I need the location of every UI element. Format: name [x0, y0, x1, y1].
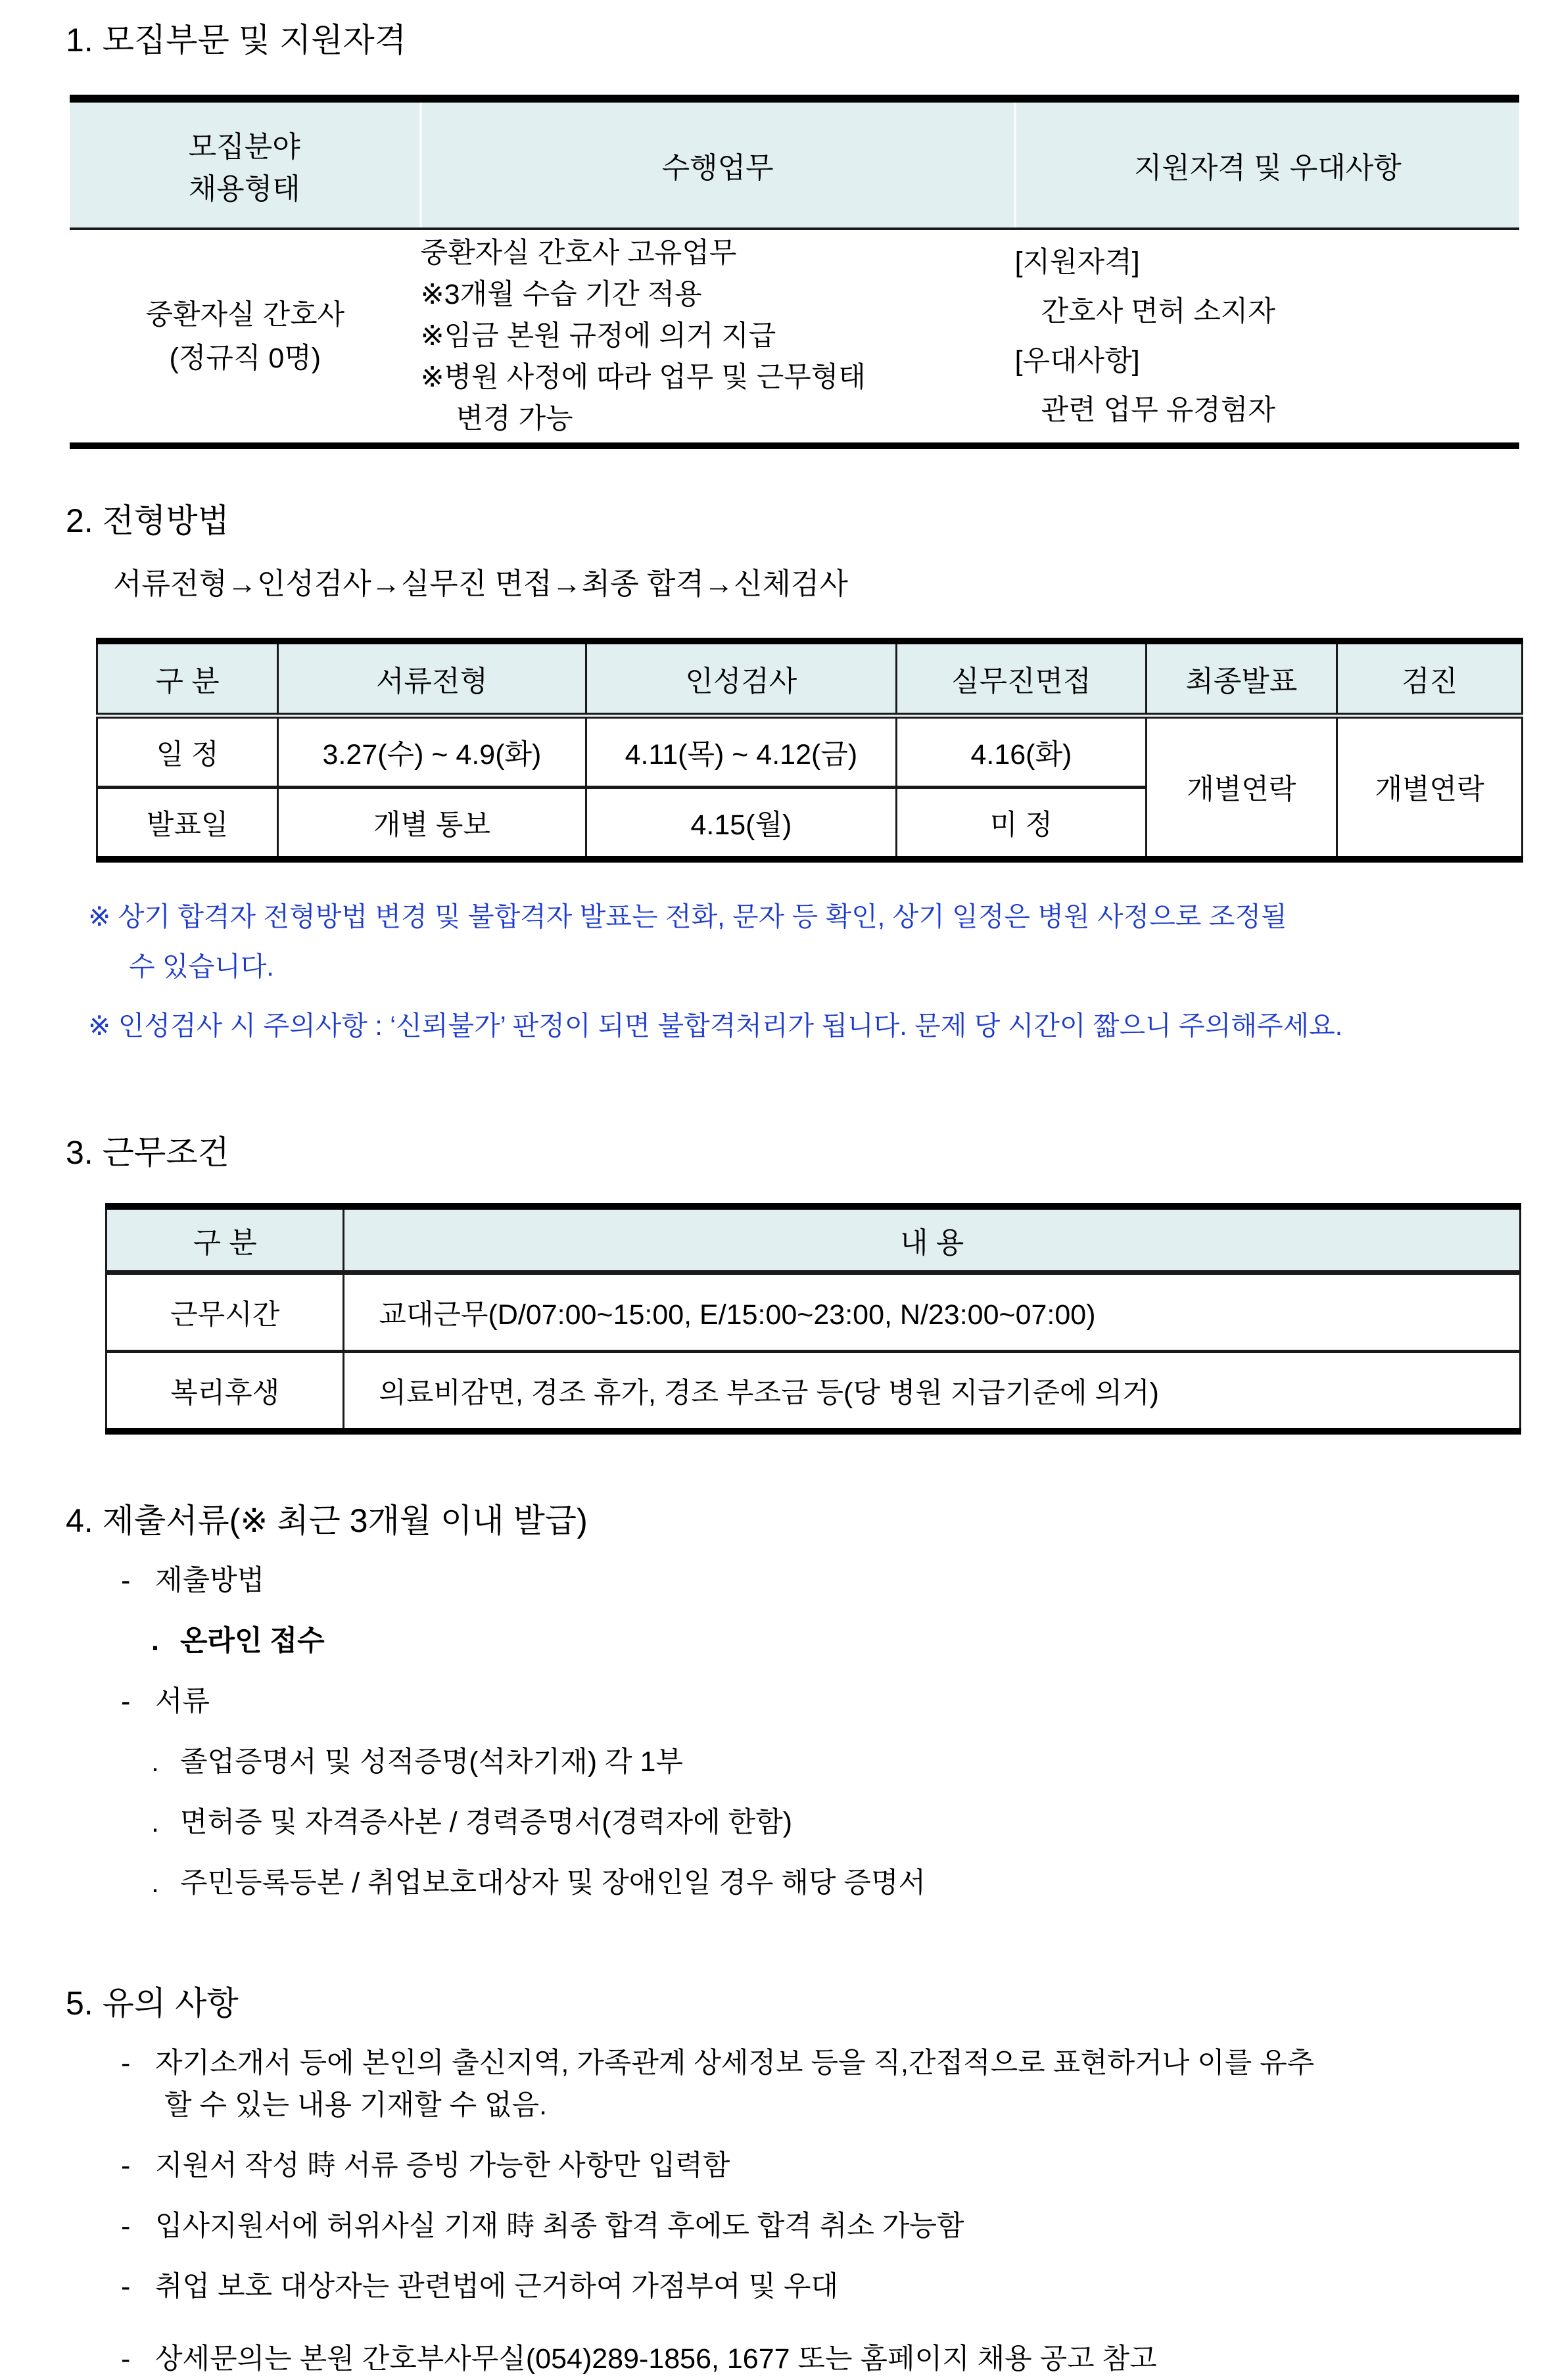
dash-marker: - [121, 2210, 131, 2242]
working-conditions-table [105, 1203, 1521, 1435]
header-field-line1: 모집분야 [188, 131, 300, 163]
announce-interview: 미 정 [897, 788, 1146, 860]
qualification-line: 간호사 면허 소지자 [1041, 295, 1275, 327]
caution-item-line2: 할 수 있는 내용 기재할 수 없음. [164, 2089, 548, 2121]
schedule-header-personality: 인성검사 [586, 641, 897, 716]
docs-label: 서류 [155, 1686, 210, 1717]
section1-title: 1. 모집부문 및 지원자격 [66, 22, 407, 59]
conditions-header-content: 내 용 [344, 1206, 1521, 1273]
position-type: (정규직 0명) [169, 342, 321, 374]
selection-flow: 서류전형→인성검사→실무진 면접→최종 합격→신체검사 [113, 567, 848, 600]
qualification-line: [지원자격] [1014, 246, 1140, 278]
schedule-header-document: 서류전형 [278, 641, 586, 716]
dot-marker: . [151, 1625, 159, 1657]
announce-row-label: 발표일 [97, 788, 278, 860]
conditions-row-label: 근무시간 [106, 1273, 344, 1352]
section3-title: 3. 근무조건 [66, 1134, 229, 1171]
doc-item: 면허증 및 자격증사본 / 경력증명서(경력자에 한함) [180, 1807, 793, 1838]
schedule-document-dates: 3.27(수) ~ 4.9(화) [278, 716, 586, 788]
list-item [121, 2266, 1562, 2308]
caution-item: 지원서 작성 時 서류 증빙 가능한 사항만 입력함 [155, 2150, 730, 2181]
qualification-line: [우대사항] [1014, 345, 1140, 377]
caution-item-line1: 자기소개서 등에 본인의 출신지역, 가족관계 상세정보 등을 직,간접적으로 표현하거나 이를 유추 [155, 2047, 1315, 2079]
recruitment-table-body-row [70, 229, 1519, 446]
dot-marker: . [151, 1867, 159, 1899]
list-item [121, 1559, 1562, 1602]
list-item [151, 1801, 1562, 1844]
dash-marker: - [121, 1686, 131, 1717]
header-cell-qualification: 지원자격 및 우대사항 [1015, 99, 1519, 229]
schedule-header-checkup: 검진 [1337, 641, 1523, 716]
header-field-line2: 채용형태 [188, 173, 300, 205]
schedule-header-interview: 실무진면접 [897, 641, 1146, 716]
duty-line: ※임금 본원 규정에 의거 지급 [420, 320, 776, 352]
list-item [151, 1862, 1562, 1904]
conditions-row [106, 1352, 1521, 1432]
section4-title: 4. 제출서류(※ 최근 3개월 이내 발급) [66, 1502, 588, 1539]
list-item [151, 1620, 1562, 1662]
schedule-table [96, 638, 1523, 863]
section2-title: 2. 전형방법 [66, 502, 229, 539]
schedule-row [97, 716, 1523, 788]
position-name: 중환자실 간호사 [145, 298, 345, 331]
qualification-line: 관련 업무 유경험자 [1041, 394, 1275, 426]
schedule-personality-dates: 4.11(목) ~ 4.12(금) [586, 716, 897, 788]
announce-personality: 4.15(월) [586, 788, 897, 860]
doc-item: 졸업증명서 및 성적증명(석차기재) 각 1부 [180, 1746, 683, 1778]
duty-line: ※3개월 수습 기간 적용 [420, 279, 702, 310]
checkup-contact-cell: 개별연락 [1337, 716, 1523, 860]
list-item [121, 2205, 1562, 2247]
duty-line: ※병원 사정에 따라 업무 및 근무형태 [420, 362, 866, 393]
conditions-row [106, 1273, 1521, 1352]
list-item [121, 2042, 1562, 2126]
position-cell [70, 229, 421, 446]
dash-marker: - [121, 1565, 131, 1596]
dash-marker: - [121, 2271, 131, 2302]
schedule-header-category: 구 분 [97, 641, 278, 716]
conditions-header-row [106, 1206, 1521, 1273]
notice-notes [88, 892, 1516, 1051]
submission-list [121, 1559, 1562, 1904]
section5-title: 5. 유의 사항 [66, 1985, 239, 2022]
dot-marker: . [151, 1807, 159, 1838]
list-item [151, 1741, 1562, 1783]
caution-list [121, 2042, 1562, 2380]
note1-line1: ※ 상기 합격자 전형방법 변경 및 불합격자 발표는 전화, 문자 등 확인, 상기 일정은 병원 사정으로 조정될 [88, 901, 1287, 932]
note2: ※ 인성검사 시 주의사항 : ‘신뢰불가’ 판정이 되면 불합격처리가 됩니다. 문제 당 시간이 짧으니 주의해주세요. [88, 1011, 1343, 1041]
list-item [121, 2338, 1562, 2380]
conditions-row-value: 교대근무(D/07:00~15:00, E/15:00~23:00, N/23:00~07:00) [344, 1273, 1521, 1352]
conditions-header-category: 구 분 [106, 1206, 344, 1273]
schedule-interview-date: 4.16(화) [897, 716, 1146, 788]
conditions-row-label: 복리후생 [106, 1352, 344, 1432]
recruitment-table [70, 95, 1519, 449]
qualification-cell [1015, 229, 1519, 446]
schedule-header-final: 최종발표 [1146, 641, 1337, 716]
method-value: 온라인 접수 [180, 1625, 325, 1657]
list-item [121, 2145, 1562, 2187]
dot-marker: . [151, 1746, 159, 1778]
dash-marker: - [121, 2150, 131, 2181]
conditions-row-value: 의료비감면, 경조 휴가, 경조 부조금 등(당 병원 지급기준에 의거) [344, 1352, 1521, 1432]
duty-line: 중환자실 간호사 고유업무 [420, 237, 737, 269]
list-item [121, 1680, 1562, 1723]
caution-item: 상세문의는 본원 간호부사무실(054)289-1856, 1677 또는 홈페이지 채용 공고 참고 [155, 2343, 1157, 2375]
schedule-row-label: 일 정 [97, 716, 278, 788]
recruitment-table-header-row [70, 99, 1519, 229]
final-contact-cell: 개별연락 [1146, 716, 1337, 860]
caution-item [155, 2042, 1562, 2126]
duties-cell [421, 229, 1015, 446]
method-label: 제출방법 [155, 1565, 265, 1596]
announce-document: 개별 통보 [278, 788, 586, 860]
schedule-table-header-row [97, 641, 1523, 716]
doc-item: 주민등록등본 / 취업보호대상자 및 장애인일 경우 해당 증명서 [180, 1867, 926, 1899]
note1-line2: 수 있습니다. [129, 951, 274, 982]
caution-item: 입사지원서에 허위사실 기재 時 최종 합격 후에도 합격 취소 가능함 [155, 2210, 964, 2242]
header-cell-field [70, 99, 421, 229]
header-cell-duties: 수행업무 [421, 99, 1015, 229]
dash-marker: - [121, 2047, 131, 2079]
dash-marker: - [121, 2343, 131, 2375]
duty-line: 변경 가능 [456, 403, 573, 435]
caution-item: 취업 보호 대상자는 관련법에 근거하여 가점부여 및 우대 [155, 2271, 839, 2302]
